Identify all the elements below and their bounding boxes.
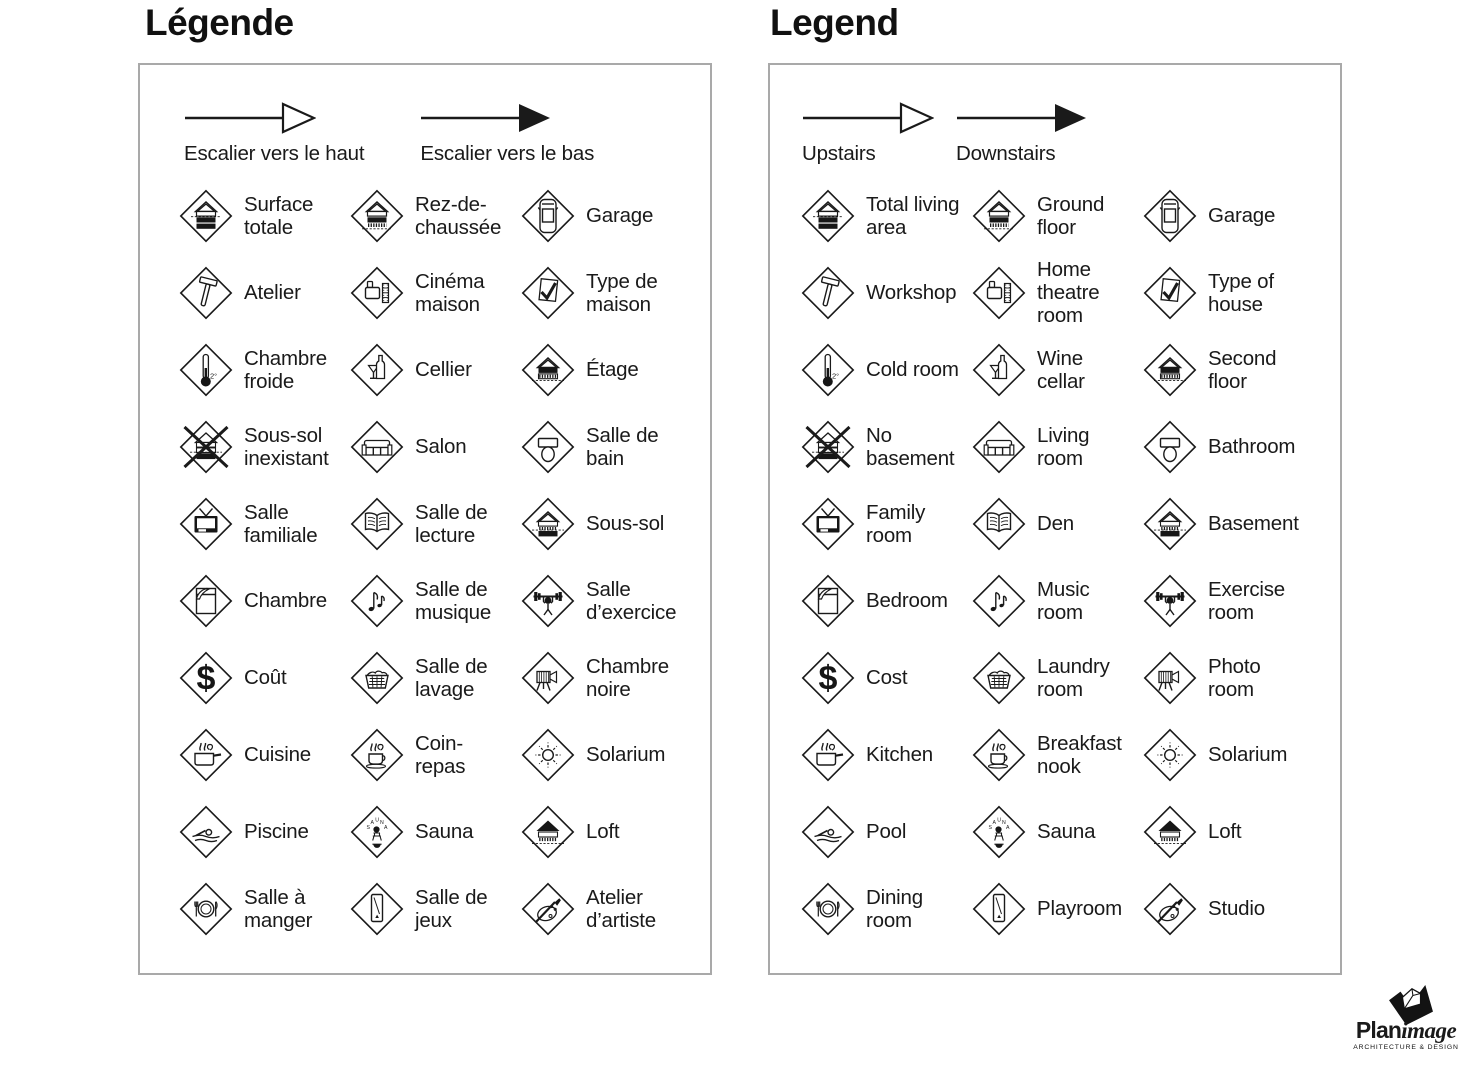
legend-item — [1142, 177, 1314, 254]
legend-item — [520, 870, 692, 947]
legend-item-label: Loft — [1208, 820, 1242, 843]
svg-text:S: S — [366, 824, 370, 831]
legend-item-label: Pool — [866, 820, 907, 843]
book-icon — [349, 496, 405, 552]
laundry-icon — [349, 650, 405, 706]
legend-item — [349, 870, 520, 947]
svg-text:N: N — [1002, 819, 1006, 826]
legend-item-label: Sous-sol inexistant — [244, 423, 329, 470]
exercise-icon — [1142, 573, 1198, 629]
svg-text:$: $ — [818, 659, 838, 697]
legend-item-label: Ground floor — [1037, 192, 1105, 239]
brush-icon — [1142, 881, 1198, 937]
legend-item-label: Coût — [244, 666, 287, 689]
legend-title-en: Legend — [770, 2, 899, 43]
legend-item-label: Salle de lavage — [415, 654, 488, 701]
legend-item — [520, 793, 692, 870]
car-icon — [1142, 188, 1198, 244]
dollar-icon — [178, 650, 234, 706]
legend-item-label: Cinéma maison — [415, 269, 485, 316]
legend-item-label: Atelier d’artiste — [586, 885, 656, 932]
sun-icon — [1142, 727, 1198, 783]
brush-icon — [520, 881, 576, 937]
legend-item — [178, 408, 349, 485]
legend-panel-en — [768, 63, 1342, 975]
legend-item-label: Salon — [415, 435, 467, 458]
legend-item — [178, 793, 349, 870]
legend-item — [178, 562, 349, 639]
swimmer-icon — [800, 804, 856, 860]
legend-item-label: Wine cellar — [1037, 346, 1085, 393]
bed-icon — [178, 573, 234, 629]
legend-item-label: Cuisine — [244, 743, 311, 766]
sofa-icon — [971, 419, 1027, 475]
legend-item-label: Salle de lecture — [415, 500, 488, 547]
legend-item-label: Total living area — [866, 192, 960, 239]
legend-item-label: Cold room — [866, 358, 959, 381]
thermometer-icon — [178, 342, 234, 398]
house-total-icon — [178, 188, 234, 244]
music-icon — [971, 573, 1027, 629]
cup-icon — [349, 727, 405, 783]
camera-icon — [1142, 650, 1198, 706]
music-icon — [349, 573, 405, 629]
legend-item-label: Surface totale — [244, 192, 314, 239]
sun-icon — [520, 727, 576, 783]
svg-text:A: A — [1006, 824, 1010, 831]
legend-item-label: Garage — [1208, 204, 1276, 227]
legend-item-label: Dining room — [866, 885, 923, 932]
legend-item-label: Solarium — [1208, 743, 1288, 766]
legend-item — [349, 485, 520, 562]
legend-item — [520, 716, 692, 793]
legend-item-label: Chambre froide — [244, 346, 327, 393]
legend-item — [971, 562, 1142, 639]
legend-item-label: Piscine — [244, 820, 309, 843]
hammer-icon — [178, 265, 234, 321]
stairs-down-label: Escalier vers le bas — [420, 142, 595, 165]
planimage-logo — [1336, 984, 1476, 1051]
legend-item — [1142, 485, 1314, 562]
wine-icon — [971, 342, 1027, 398]
legend-item — [1142, 331, 1314, 408]
legend-item — [178, 485, 349, 562]
house-loft-icon — [520, 804, 576, 860]
dining-icon — [800, 881, 856, 937]
legend-item-label: Rez-de-chaussée — [415, 192, 502, 239]
legend-item — [1142, 408, 1314, 485]
legend-item — [1142, 639, 1314, 716]
legend-item — [971, 254, 1142, 331]
book-icon — [971, 496, 1027, 552]
legend-item — [178, 177, 349, 254]
legend-item — [520, 639, 692, 716]
legend-title-fr: Légende — [145, 2, 294, 43]
svg-text:N: N — [380, 819, 384, 826]
stair-arrow-key — [184, 99, 710, 166]
legend-item-label: Salle de jeux — [415, 885, 488, 932]
svg-text:2°: 2° — [832, 371, 840, 380]
sofa-icon — [349, 419, 405, 475]
legend-item — [178, 331, 349, 408]
legend-item-label: Bathroom — [1208, 435, 1296, 458]
logo-brand-plan: Plan — [1355, 1017, 1402, 1043]
planimage-logo-text — [1336, 1019, 1476, 1042]
tv-icon — [800, 496, 856, 552]
legend-item-label: Sauna — [415, 820, 474, 843]
house-second-icon — [1142, 342, 1198, 398]
legend-item — [800, 793, 971, 870]
stairs-down-key — [956, 99, 1088, 166]
pot-icon — [800, 727, 856, 783]
legend-item — [800, 331, 971, 408]
legend-item — [520, 408, 692, 485]
legend-item-label: Kitchen — [866, 743, 933, 766]
tv-icon — [178, 496, 234, 552]
legend-item — [971, 331, 1142, 408]
wine-icon — [349, 342, 405, 398]
legend-item — [971, 408, 1142, 485]
stairs-up-key — [184, 99, 364, 166]
house-loft-icon — [1142, 804, 1198, 860]
legend-panel-fr — [138, 63, 712, 975]
legend-item-label: Salle de bain — [586, 423, 659, 470]
exercise-icon — [520, 573, 576, 629]
house-ground-icon — [971, 188, 1027, 244]
legend-item-label: Breakfast nook — [1037, 731, 1122, 778]
legend-item — [178, 254, 349, 331]
legend-item-label: No basement — [866, 423, 955, 470]
legend-item-label: Type de maison — [586, 269, 658, 316]
planimage-logo-tagline: ARCHITECTURE & DESIGN — [1353, 1044, 1459, 1051]
legend-item-label: Étage — [586, 358, 639, 381]
legend-item-label: Den — [1037, 512, 1075, 535]
legend-item — [349, 639, 520, 716]
legend-item — [1142, 716, 1314, 793]
legend-item — [1142, 562, 1314, 639]
legend-item — [800, 485, 971, 562]
legend-item — [1142, 870, 1314, 947]
svg-text:A: A — [370, 819, 374, 826]
legend-item — [800, 639, 971, 716]
legend-item — [349, 562, 520, 639]
legend-item — [1142, 793, 1314, 870]
legend-item — [349, 408, 520, 485]
hammer-icon — [800, 265, 856, 321]
dining-icon — [178, 881, 234, 937]
legend-item — [971, 177, 1142, 254]
legend-item-label: Type of house — [1208, 269, 1274, 316]
check-sheet-icon — [1142, 265, 1198, 321]
legend-item — [520, 562, 692, 639]
legend-grid-fr — [178, 177, 692, 947]
legend-item — [800, 177, 971, 254]
legend-item-label: Sous-sol — [586, 512, 665, 535]
bed-icon — [800, 573, 856, 629]
stairs-down-label: Downstairs — [956, 142, 1056, 165]
house-ground-icon — [349, 188, 405, 244]
legend-item — [349, 254, 520, 331]
legend-item — [349, 716, 520, 793]
thermometer-icon — [800, 342, 856, 398]
stairs-up-key — [802, 99, 934, 166]
legend-item — [800, 716, 971, 793]
stairs-up-arrow-icon — [184, 99, 316, 137]
legend-item-label: Workshop — [866, 281, 957, 304]
pot-icon — [178, 727, 234, 783]
legend-item-label: Studio — [1208, 897, 1265, 920]
legend-item-label: Bedroom — [866, 589, 948, 612]
legend-item — [800, 562, 971, 639]
svg-text:S: S — [988, 824, 992, 831]
legend-item-label: Atelier — [244, 281, 301, 304]
stairs-down-key — [420, 99, 594, 166]
svg-text:A: A — [384, 824, 388, 831]
svg-text:2°: 2° — [210, 371, 218, 380]
camera-icon — [520, 650, 576, 706]
legend-item — [971, 870, 1142, 947]
stairs-down-arrow-icon — [420, 99, 552, 137]
stairs-up-arrow-icon — [802, 99, 934, 137]
legend-item — [520, 177, 692, 254]
legend-item — [800, 870, 971, 947]
dollar-icon — [800, 650, 856, 706]
car-icon — [520, 188, 576, 244]
legend-item-label: Salle familiale — [244, 500, 318, 547]
legend-item — [520, 254, 692, 331]
no-basement-icon — [178, 419, 234, 475]
legend-item-label: Music room — [1037, 577, 1090, 624]
legend-item-label: Laundry room — [1037, 654, 1110, 701]
playroom-icon — [971, 881, 1027, 937]
legend-item-label: Playroom — [1037, 897, 1122, 920]
legend-item — [800, 254, 971, 331]
toilet-icon — [520, 419, 576, 475]
house-total-icon — [800, 188, 856, 244]
legend-item — [349, 177, 520, 254]
legend-item-label: Basement — [1208, 512, 1299, 535]
logo-brand-image: image — [1401, 1018, 1457, 1043]
legend-grid-en — [800, 177, 1314, 947]
legend-item-label: Second floor — [1208, 346, 1277, 393]
legend-item — [971, 793, 1142, 870]
legend-item-label: Loft — [586, 820, 620, 843]
playroom-icon — [349, 881, 405, 937]
stairs-up-label: Upstairs — [802, 142, 876, 165]
house-basement-icon — [1142, 496, 1198, 552]
sauna-icon — [971, 804, 1027, 860]
projector-icon — [971, 265, 1027, 321]
legend-item — [1142, 254, 1314, 331]
legend-item-label: Coin-repas — [415, 731, 466, 778]
legend-item — [971, 485, 1142, 562]
legend-item — [349, 331, 520, 408]
legend-item-label: Salle à manger — [244, 885, 313, 932]
legend-item-label: Living room — [1037, 423, 1090, 470]
legend-item-label: Cellier — [415, 358, 472, 381]
cup-icon — [971, 727, 1027, 783]
svg-text:U: U — [997, 817, 1002, 823]
stairs-down-arrow-icon — [956, 99, 1088, 137]
laundry-icon — [971, 650, 1027, 706]
legend-item — [520, 485, 692, 562]
check-sheet-icon — [520, 265, 576, 321]
legend-item-label: Exercise room — [1208, 577, 1286, 624]
legend-item — [349, 793, 520, 870]
legend-item-label: Family room — [866, 500, 926, 547]
sauna-icon — [349, 804, 405, 860]
stairs-up-label: Escalier vers le haut — [184, 142, 365, 165]
legend-item-label: Solarium — [586, 743, 666, 766]
stair-arrow-key — [802, 99, 1340, 166]
legend-item-label: Cost — [866, 666, 908, 689]
legend-item — [520, 331, 692, 408]
swimmer-icon — [178, 804, 234, 860]
svg-text:A: A — [992, 819, 996, 826]
legend-item — [971, 639, 1142, 716]
legend-item-label: Salle d’exercice — [586, 577, 677, 624]
svg-text:U: U — [375, 817, 380, 823]
toilet-icon — [1142, 419, 1198, 475]
legend-item-label: Chambre noire — [586, 654, 669, 701]
legend-item-label: Photo room — [1208, 654, 1261, 701]
svg-text:$: $ — [196, 659, 216, 697]
legend-item-label: Garage — [586, 204, 654, 227]
legend-item-label: Home theatre room — [1037, 258, 1100, 327]
house-second-icon — [520, 342, 576, 398]
legend-item-label: Chambre — [244, 589, 327, 612]
no-basement-icon — [800, 419, 856, 475]
legend-item-label: Sauna — [1037, 820, 1096, 843]
legend-item — [178, 870, 349, 947]
legend-item — [178, 716, 349, 793]
legend-item — [800, 408, 971, 485]
legend-item — [178, 639, 349, 716]
house-basement-icon — [520, 496, 576, 552]
legend-item-label: Salle de musique — [415, 577, 492, 624]
legend-item — [971, 716, 1142, 793]
projector-icon — [349, 265, 405, 321]
